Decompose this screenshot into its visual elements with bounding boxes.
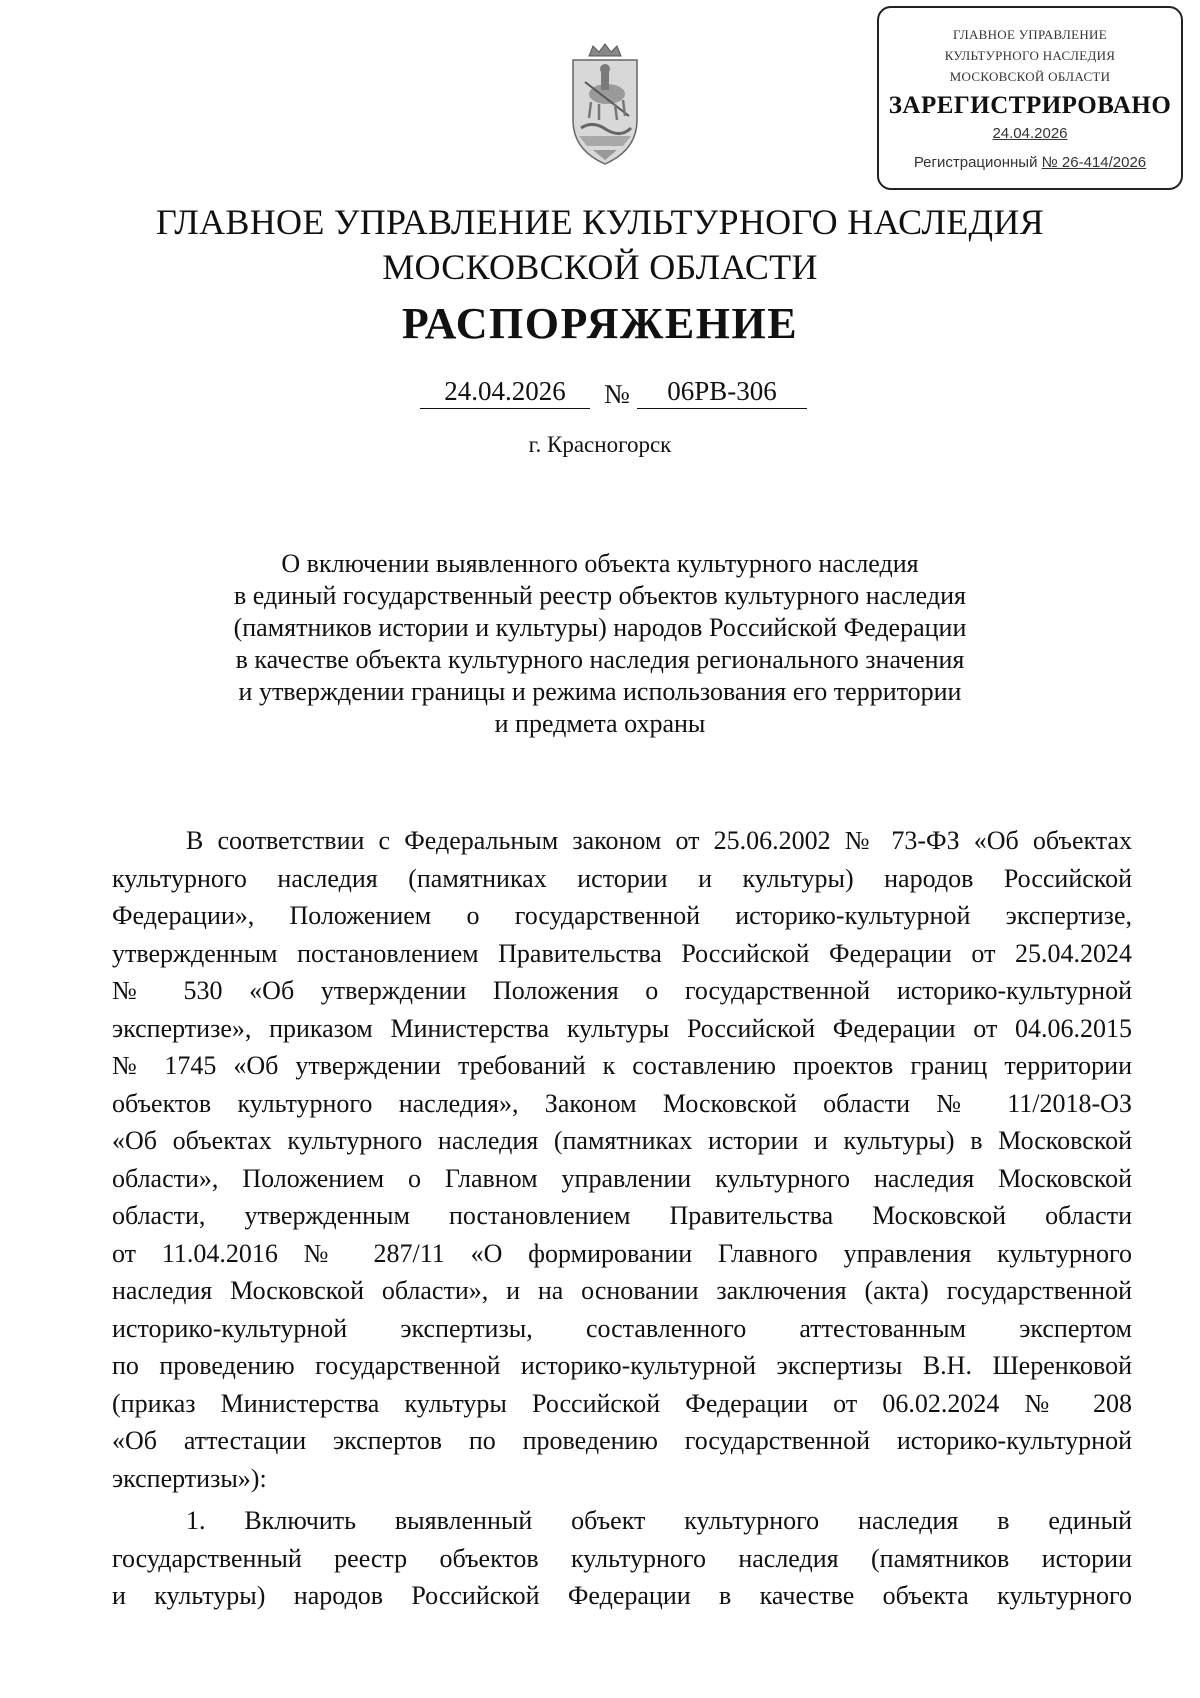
coat-of-arms-icon — [563, 42, 647, 170]
text-line: от 11.04.2016 № 287/11 «О формировании Главного управления культурного — [112, 1238, 1132, 1268]
subject-line: в единый государственный реестр объектов культурного наследия — [234, 581, 966, 610]
document-type: РАСПОРЯЖЕНИЕ — [401, 299, 799, 348]
text-line: экспертизы»): — [112, 1463, 267, 1493]
text-line: области», Положением о Главном управлении культурного наследия Московской — [112, 1163, 1132, 1193]
text-line: наследия Московской области», и на основании заключения (акта) государственной — [112, 1276, 1132, 1305]
text-line: по проведению государственной историко-культурной экспертизы В.Н. Шеренковой — [112, 1351, 1132, 1380]
text-line: «Об объектах культурного наследия (памятниках истории и культуры) в Московской — [112, 1126, 1132, 1155]
organization-title: МОСКОВСКОЙ ОБЛАСТИ — [382, 247, 818, 287]
text-line: В соответствии с Федеральным законом от 25.06.2002 № 73-ФЗ «Об объектах — [186, 826, 1132, 855]
document-subject — [0, 548, 1200, 740]
text-line: «Об аттестации экспертов по проведению государственной историко-культурной — [112, 1426, 1132, 1455]
text-line: утвержденным постановлением Правительства Российской Федерации от 25.04.2024 — [112, 938, 1132, 968]
city: г. Красногорск — [528, 432, 672, 457]
text-line: и культуры) народов Российской Федерации в качестве объекта культурного — [112, 1581, 1132, 1610]
subject-line: в качестве объекта культурного наследия регионального значения — [235, 645, 965, 674]
subject-line: и предмета охраны — [494, 709, 706, 738]
preamble-paragraph — [112, 822, 1132, 1497]
subject-line: и утверждении границы и режима использования его территории — [238, 677, 962, 706]
document-number: 06РВ-306 — [637, 374, 807, 409]
registration-stamp — [877, 6, 1183, 190]
text-line: объектов культурного наследия», Законом Московской области № 11/2018-ОЗ — [112, 1088, 1132, 1118]
stamp-reg-label: Регистрационный — [913, 154, 1038, 171]
text-line: (приказ Министерства культуры Российской Федерации от 06.02.2024 № 208 — [112, 1388, 1132, 1418]
organization-title: ГЛАВНОЕ УПРАВЛЕНИЕ КУЛЬТУРНОГО НАСЛЕДИЯ — [156, 202, 1044, 242]
text-line: Федерации», Положением о государственной историко-культурной экспертизе, — [112, 901, 1132, 930]
text-line: историко-культурной экспертизы, составленного аттестованным экспертом — [112, 1313, 1132, 1343]
text-line: государственный реестр объектов культурного наследия (памятников истории — [112, 1543, 1132, 1573]
stamp-organization — [879, 8, 1181, 87]
date-number-line — [0, 374, 1200, 414]
stamp-org-line: ГЛАВНОЕ УПРАВЛЕНИЕ — [953, 27, 1107, 42]
document-date: 24.04.2026 — [420, 374, 590, 409]
text-line: экспертизе», приказом Министерства культуры Российской Федерации от 04.06.2015 — [112, 1013, 1132, 1043]
stamp-registration-number — [879, 153, 1181, 173]
stamp-org-line: МОСКОВСКОЙ ОБЛАСТИ — [949, 69, 1111, 84]
text-line: культурного наследия (памятниках истории и культуры) народов Российской — [112, 863, 1132, 893]
text-line: № 1745 «Об утверждении требований к составлению проектов границ территории — [112, 1051, 1132, 1080]
stamp-org-line: КУЛЬТУРНОГО НАСЛЕДИЯ — [944, 48, 1116, 63]
text-line: 1. Включить выявленный объект культурного наследия в единый — [186, 1506, 1132, 1535]
subject-line: (памятников истории и культуры) народов Российской Федерации — [233, 613, 967, 642]
text-line: № 530 «Об утверждении Положения о государственной историко-культурной — [112, 976, 1132, 1005]
subject-line: О включении выявленного объекта культурного наследия — [281, 549, 919, 578]
number-sign: № — [604, 379, 630, 409]
decision-item-1 — [112, 1502, 1132, 1615]
stamp-date: 24.04.2026 — [992, 125, 1068, 142]
stamp-reg-number: № 26-414/2026 — [1041, 154, 1147, 171]
text-line: области, утвержденным постановлением Правительства Московской области — [112, 1201, 1132, 1230]
stamp-status: ЗАРЕГИСТРИРОВАНО — [888, 92, 1172, 119]
